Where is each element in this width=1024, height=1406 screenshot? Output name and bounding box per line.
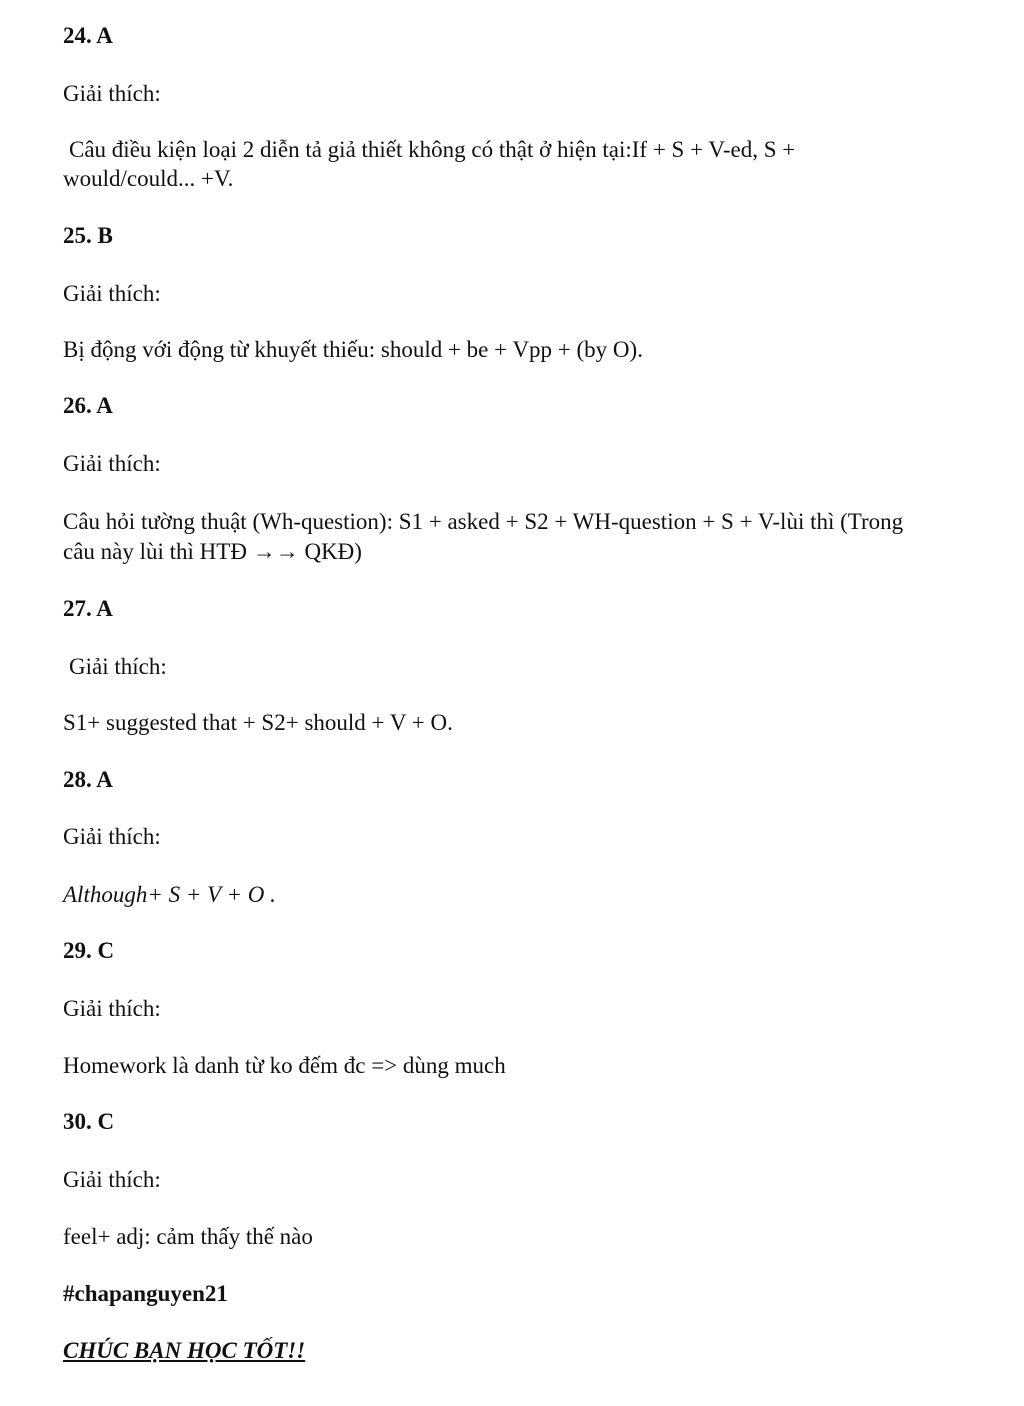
explanation-text-30: feel+ adj: cảm thấy thế nào (63, 1224, 313, 1249)
explanation-text-26-line1: Câu hỏi tường thuật (Wh-question): S1 + asked + S2 + WH-question + S + V-lùi thì (Trong (63, 509, 904, 534)
answer-heading-26: 26. A (63, 393, 113, 418)
answer-heading-28: 28. A (63, 767, 113, 792)
author-hashtag: #chapanguyen21 (63, 1281, 228, 1306)
explanation-label-25: Giải thích: (63, 281, 161, 306)
explanation-label-28: Giải thích: (63, 824, 161, 849)
explanation-label-30: Giải thích: (63, 1167, 161, 1192)
answer-heading-25: 25. B (63, 223, 113, 248)
explanation-label-26: Giải thích: (63, 451, 161, 476)
explanation-label-27: Giải thích: (69, 654, 167, 679)
explanation-text-25: Bị động với động từ khuyết thiếu: should + be + Vpp + (by O). (63, 337, 643, 362)
answer-heading-27: 27. A (63, 596, 113, 621)
explanation-text-24-line2: would/could... +V. (63, 166, 234, 191)
explanation-text-24-line1: Câu điều kiện loại 2 diễn tả giả thiết không có thật ở hiện tại:If + S + V-ed, S + (69, 137, 796, 162)
closing-message: CHÚC BẠN HỌC TỐT!! (63, 1338, 306, 1363)
explanation-text-27: S1+ suggested that + S2+ should + V + O. (63, 710, 453, 735)
explanation-label-24: Giải thích: (63, 81, 161, 106)
explanation-label-29: Giải thích: (63, 996, 161, 1021)
answer-heading-30: 30. C (63, 1109, 115, 1134)
answer-heading-29: 29. C (63, 938, 115, 963)
answer-heading-24: 24. A (63, 23, 113, 48)
explanation-text-28: Although+ S + V + O . (63, 882, 276, 907)
explanation-text-26-line2: câu này lùi thì HTĐ →→ QKĐ) (63, 539, 362, 564)
explanation-text-29: Homework là danh từ ko đếm đc => dùng much (63, 1053, 506, 1078)
